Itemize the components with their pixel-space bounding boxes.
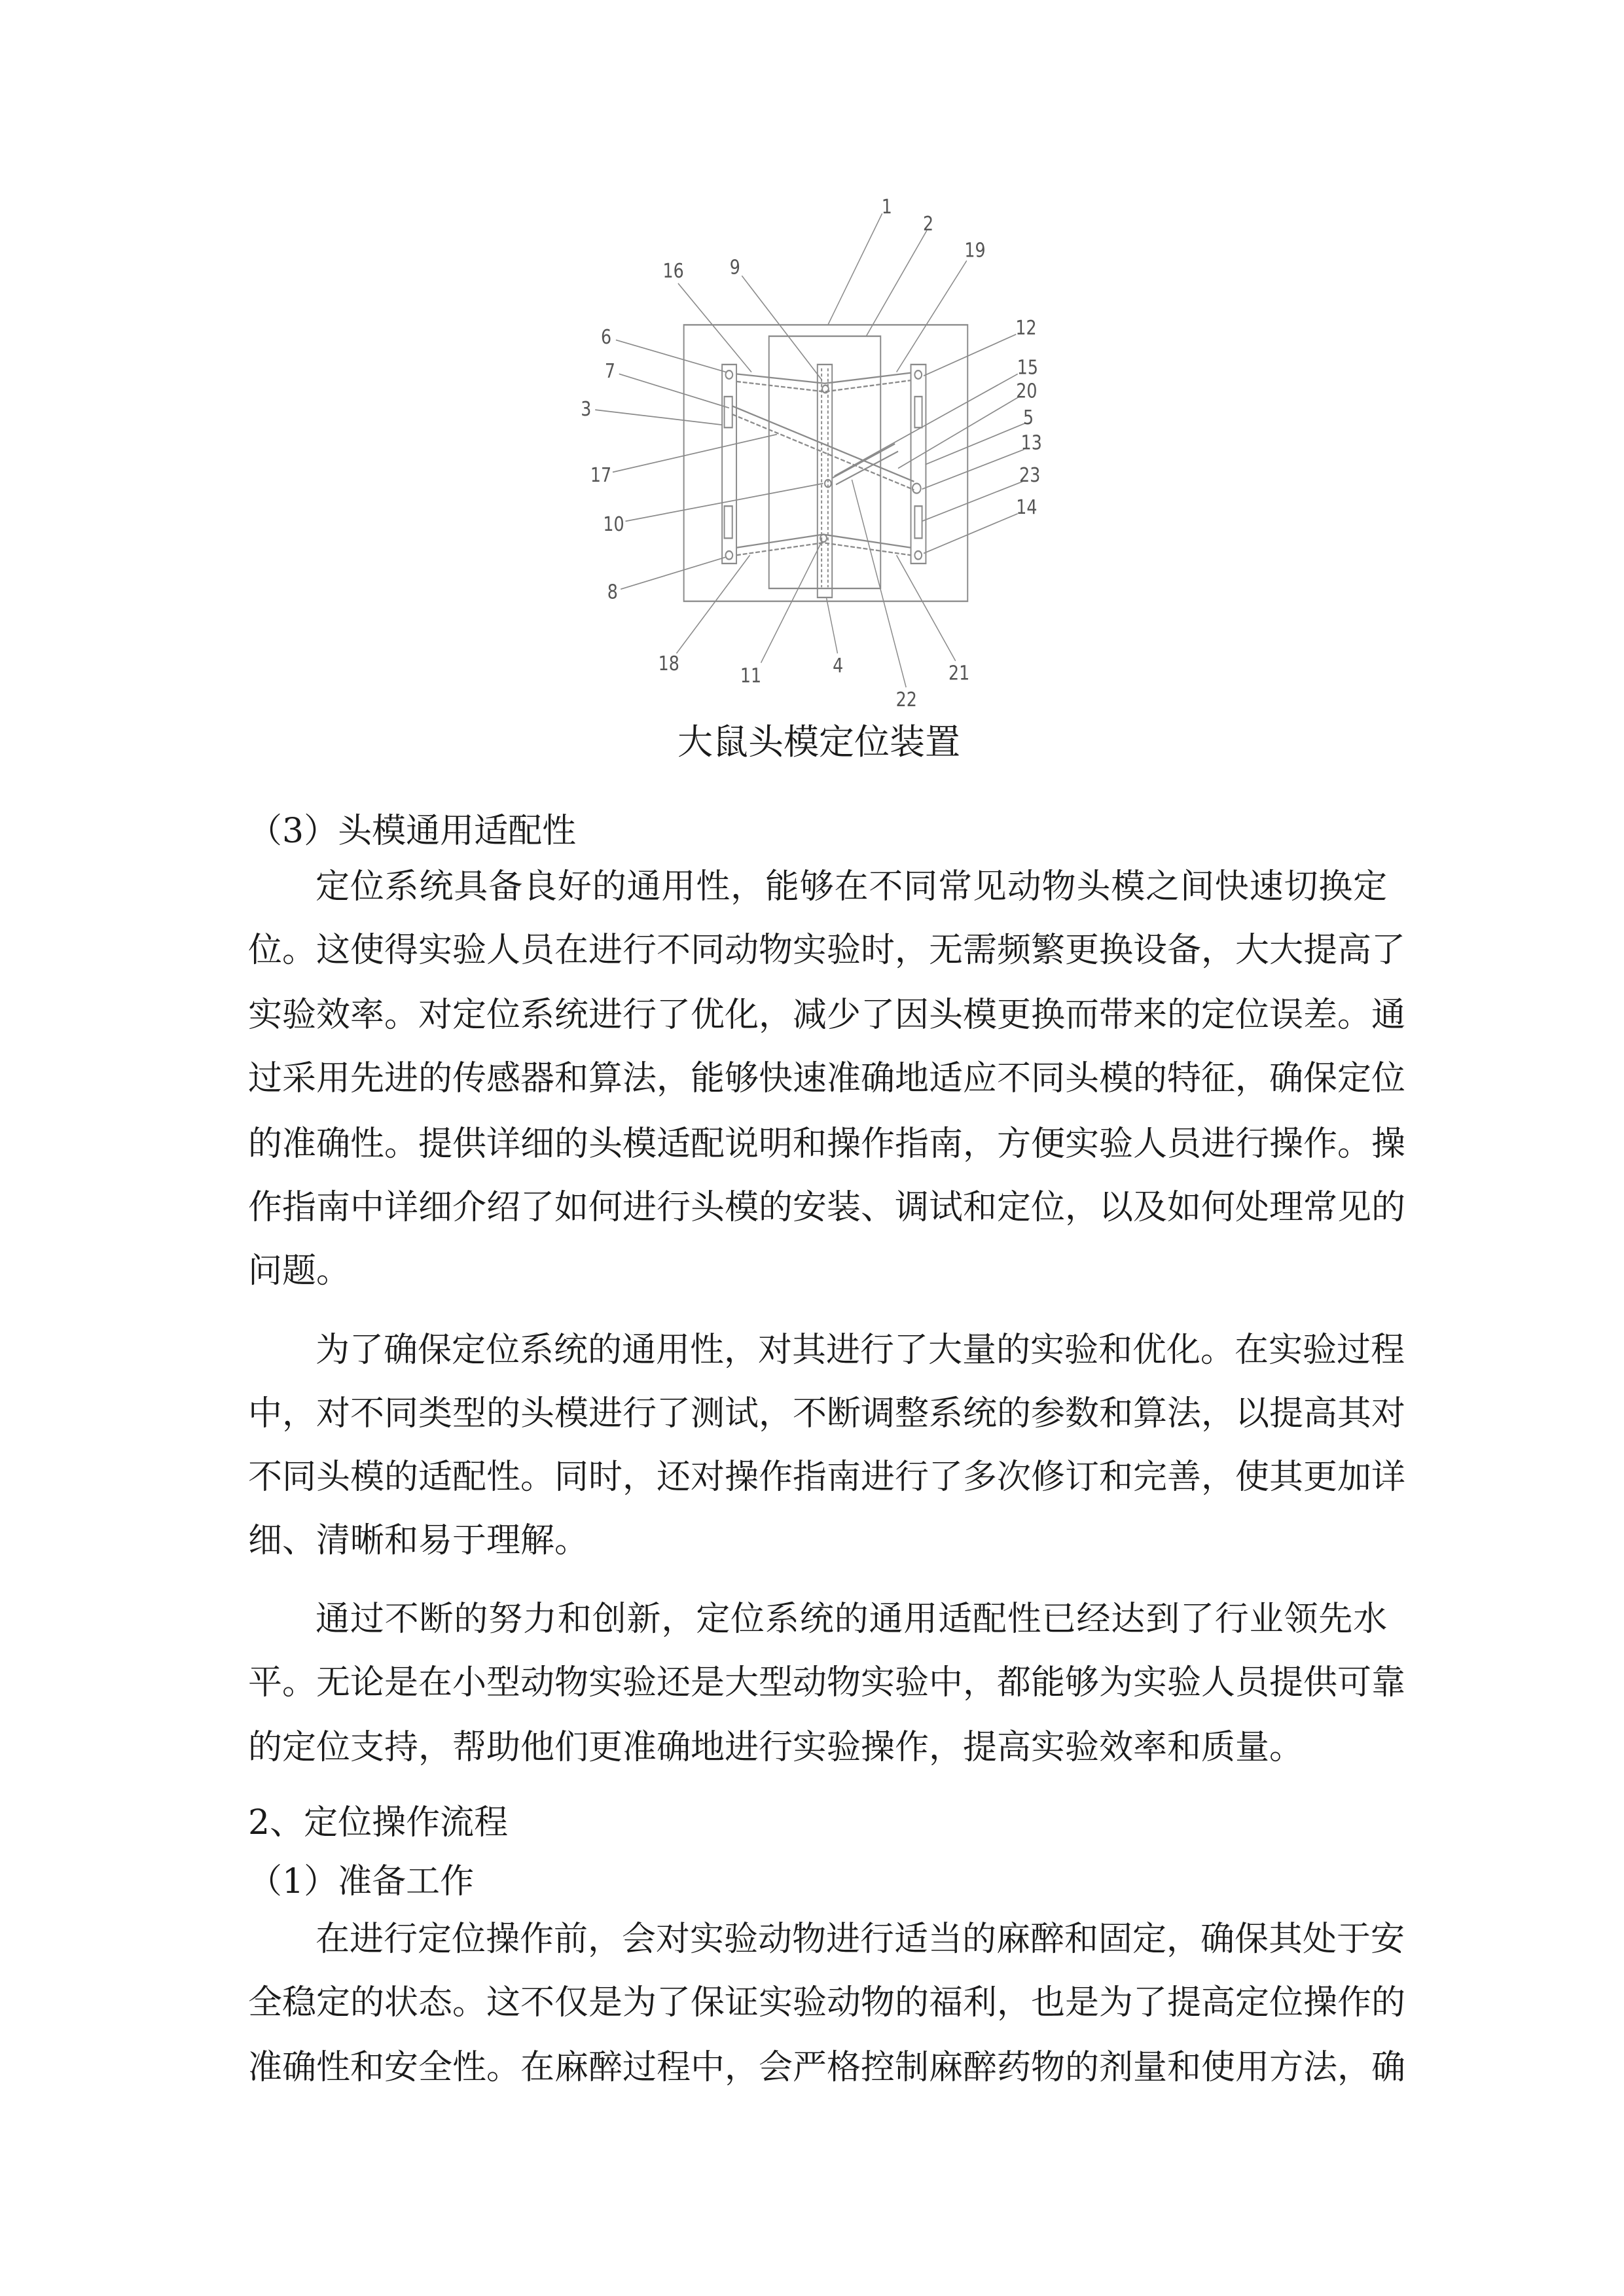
paragraph-line: 平。无论是在小型动物实验还是大型动物实验中，都能够为实验人员提供可靠 [248, 1663, 1406, 1702]
part-label: 16 [662, 259, 684, 283]
part-label: 4 [833, 654, 844, 677]
part-label: 6 [601, 325, 612, 349]
paragraph-line: 细、清晰和易于理解。 [248, 1521, 589, 1560]
inner-plate [769, 336, 881, 588]
part-label: 20 [1016, 379, 1038, 403]
paragraph-line: 通过不断的努力和创新，定位系统的通用适配性已经达到了行业领先水 [316, 1600, 1388, 1639]
part-label: 7 [604, 359, 615, 383]
part-label: 9 [729, 255, 740, 279]
paragraph-line: 准确性和安全性。在麻醉过程中，会严格控制麻醉药物的剂量和使用方法，确 [248, 2048, 1406, 2087]
part-label: 18 [658, 652, 679, 675]
part-label: 14 [1016, 495, 1038, 519]
part-label: 22 [895, 687, 917, 711]
part-label: 17 [590, 463, 612, 487]
part-label: 3 [581, 397, 592, 421]
section-heading: 2、定位操作流程 [248, 1803, 509, 1842]
part-label: 5 [1023, 405, 1034, 429]
part-label: 15 [1017, 355, 1038, 379]
paragraph-line: 的准确性。提供详细的头模适配说明和操作指南，方便实验人员进行操作。操 [248, 1124, 1406, 1164]
paragraph-line: 全稳定的状态。这不仅是为了保证实验动物的福利，也是为了提高定位操作的 [248, 1983, 1406, 2022]
part-label: 1 [881, 195, 892, 219]
paragraph-line: 不同头模的适配性。同时，还对操作指南进行了多次修订和完善，使其更加详 [248, 1458, 1406, 1497]
paragraph-line: 实验效率。对定位系统进行了优化，减少了因头模更换而带来的定位误差。通 [248, 996, 1406, 1035]
part-label: 23 [1019, 463, 1041, 487]
right-rail [911, 365, 926, 564]
paragraph-line: 定位系统具备良好的通用性，能够在不同常见动物头模之间快速切换定 [316, 867, 1388, 906]
section-heading: （3）头模通用适配性 [248, 812, 577, 851]
paragraph-line: 位。这使得实验人员在进行不同动物实验时，无需频繁更换设备，大大提高了 [248, 931, 1406, 970]
paragraph-line: 的定位支持，帮助他们更准确地进行实验操作，提高实验效率和质量。 [248, 1728, 1304, 1767]
part-label: 11 [740, 664, 762, 688]
part-label: 2 [923, 212, 934, 236]
paragraph-line: 在进行定位操作前，会对实验动物进行适当的麻醉和固定，确保其处于安 [316, 1920, 1405, 1959]
diagram-drawing [576, 183, 1074, 772]
part-label: 8 [607, 580, 618, 604]
paragraph-line: 中，对不同类型的头模进行了测试，不断调整系统的参数和算法，以提高其对 [248, 1394, 1406, 1433]
paragraph-line: 过采用先进的传感器和算法，能够快速准确地适应不同头模的特征，确保定位 [248, 1059, 1406, 1098]
part-label: 21 [948, 661, 970, 685]
paragraph-line: 问题。 [248, 1251, 351, 1291]
figure-caption: 大鼠头模定位装置 [677, 721, 960, 762]
rat-head-model-positioning-diagram [576, 183, 1074, 772]
part-label: 10 [603, 512, 624, 536]
paragraph-line: 为了确保定位系统的通用性，对其进行了大量的实验和优化。在实验过程 [316, 1331, 1405, 1370]
paragraph-line: 作指南中详细介绍了如何进行头模的安装、调试和定位，以及如何处理常见的 [248, 1188, 1406, 1227]
part-label: 19 [964, 238, 986, 262]
part-label: 13 [1020, 431, 1042, 455]
section-heading: （1）准备工作 [248, 1862, 475, 1901]
outer-frame [684, 325, 968, 601]
part-label: 12 [1015, 315, 1037, 340]
